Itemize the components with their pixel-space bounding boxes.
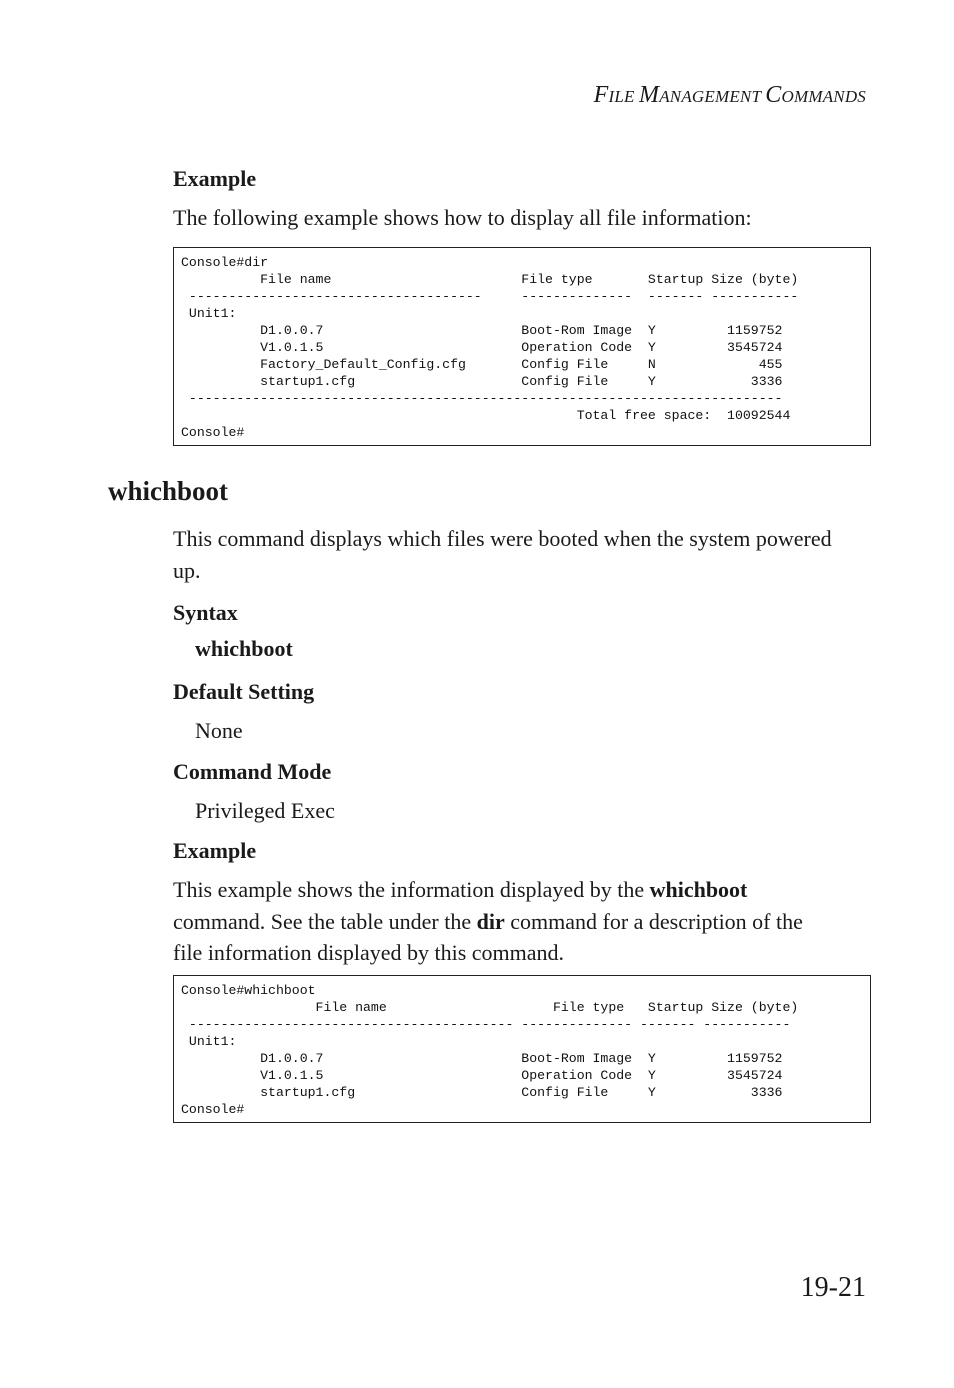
console-lines-whichboot: Console#whichboot File name File type Startup Size (byte) ----------------------------------------- -------------- ------- ----------- Unit1: D1.0.0.7 Boot-Rom Image Y 1159752 V1.0.1.5 Operation Code Y 3545724 startup1.cfg Config File Y 3336 Console#	[181, 983, 799, 1117]
command-mode-value: Privileged Exec	[195, 798, 335, 823]
running-header: FILE MANAGEMENT COMMANDS	[593, 82, 866, 108]
command-mode-heading: Command Mode	[173, 759, 332, 784]
example-description-whichboot: This example shows the information displayed by the whichboot command. See the table under the dir command for a description of the file information displayed by this command.	[173, 877, 803, 965]
console-lines-dir: Console#dir File name File type Startup Size (byte) ------------------------------------- -------------- ------- ----------- Unit1: D1.0.0.7 Boot-Rom Image Y 1159752 V1.0.1.5 Operation Code Y 3545724 Factory_Default_Config.cfg Config File N 455 startup1.cfg Config File Y 3336 --------------------------------------------------------------------------- Total free space: 10092544 Console#	[181, 255, 799, 440]
syntax-value: whichboot	[195, 636, 293, 661]
example-heading-dir: Example	[173, 166, 257, 191]
console-output-whichboot	[173, 975, 871, 1123]
console-output-dir	[173, 247, 871, 446]
page-number: 19-21	[800, 1272, 866, 1303]
default-setting-value: None	[195, 718, 243, 743]
default-setting-heading: Default Setting	[173, 679, 315, 704]
syntax-heading: Syntax	[173, 600, 238, 625]
section-title-whichboot: whichboot	[108, 476, 229, 506]
whichboot-description: This command displays which files were booted when the system powered up.	[173, 526, 832, 583]
example-heading-whichboot: Example	[173, 838, 257, 863]
example-intro-dir: The following example shows how to display all file information:	[173, 205, 752, 230]
